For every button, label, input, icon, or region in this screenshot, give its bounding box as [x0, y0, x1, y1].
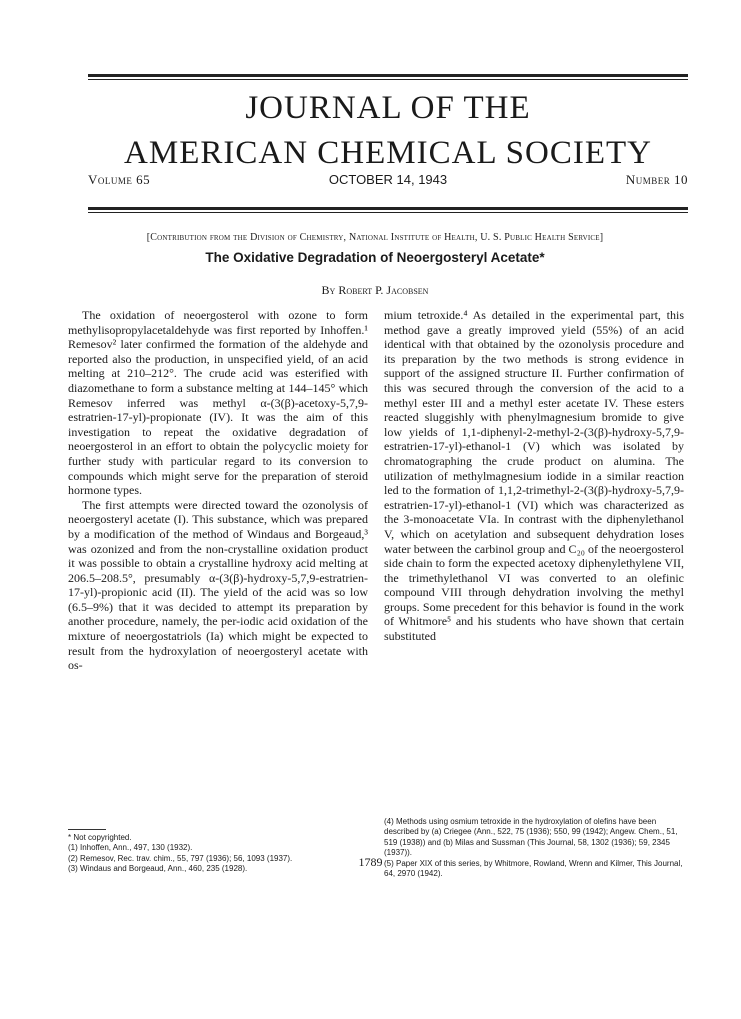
page-number: 1789 [358, 855, 383, 869]
number-label: Number 10 [625, 172, 688, 187]
journal-title-line2: AMERICAN CHEMICAL SOCIETY [124, 135, 652, 171]
paragraph: The first attempts were directed toward the ozonolysis of neoergosteryl acetate (I). This substance, which was prepared by a modification of the method of Windaus and Borgeaud,³ was ozonized and from the non-crystalline oxidation product it was possible to obtain a crystalline hydroxy acid melting at 206.5–208.5°, presumably α-(3(β)-hydroxy-5,7,9-estratrien-17-yl)-propionic acid (II). The yield of the acid was so low (6.5–9%) that it was decided to attempt its preparation by another procedure, namely, the per-iodic acid oxidation of the mixture of neoergostatriols (Ia) which might be expected to result from the hydroxylation of neoergosteryl acetate with os- [68, 497, 368, 673]
body-column-right [384, 308, 684, 644]
issue-date: OCTOBER 14, 1943 [328, 172, 448, 187]
issue-line [88, 172, 688, 192]
top-rule-thin [88, 79, 688, 80]
footnote: (4) Methods using osmium tetroxide in the hydroxylation of olefins have been described by (a) Criegee (Ann., 522, 75 (1936); 550, 99 (1942); Angew. Chem., 51, 519 (1938)) and (b) Milas and Sussman (This Journal, 58, 1302 (1936); 59, 2345 (1937)). [384, 817, 678, 858]
contribution-note: [Contribution from the Division of Chemistry, National Institute of Health, U. S. Public Health Service] [146, 232, 604, 243]
journal-title-line1: JOURNAL OF THE [245, 90, 531, 126]
footnote: * Not copyrighted. [68, 833, 132, 842]
footnote: (2) Remesov, Rec. trav. chim., 55, 797 (1936); 56, 1093 (1937). [68, 853, 293, 863]
header-rule-thin [88, 212, 688, 213]
footnote-rule [68, 829, 106, 830]
footnote: (3) Windaus and Borgeaud, Ann., 460, 235 (1928). [68, 864, 248, 874]
paragraph: The oxidation of neoergosterol with ozone to form methylisopropylacetaldehyde was first reported by Inhoffen.¹ Remesov² later confirmed the formation of the aldehyde and reported also the production, in unspecified yield, of an acid melting at 210–212°. The crude acid was esterified with diazomethane to form a substance melting at 144–145° which Remesov inferred was methyl α-(3(β)-acetoxy-5,7,9-estratrien-17-yl)-propionate (IV). It was the aim of this investigation to repeat the oxidative degradation of neoergosterol in an effort to obtain the polycyclic moiety for further study with particular regard to its conversion to compounds which might serve for the preparation of steroid hormone types. [68, 308, 368, 498]
author-line: By Robert P. Jacobsen [321, 283, 429, 297]
footnotes-right [384, 817, 684, 879]
volume-label: Volume 65 [88, 172, 151, 187]
paragraph: mium tetroxide.⁴ As detailed in the experimental part, this method gave a greatly improved yield (55%) of an acid identical with that obtained by the ozonolysis procedure and its preparation by the two methods is strong evidence in support of the assigned structure II. Further confirmation of this was secured through the conversion of the acid to a methyl ester III and a methyl ester acetate IV. These esters reacted sluggishly with phenylmagnesium bromide to give low yields of 1,1-diphenyl-2-methyl-2-(3(β)-hydroxy-5,7,9-estratrien-17-yl)-ethanol-1 (V) which was isolated by chromatographing the crude product on alumina. The utilization of methylmagnesium iodide in a similar reaction led to the formation of 1,1,2-trimethyl-2-(3(β)-hydroxy-5,7,9-estratrien-17-yl)-ethanol-1 (VI) which was characterized as the 3-monoacetate VIa. In contrast with the diphenylethanol V, which on acetylation and subsequent dehydration loses water between the carbinol group and C₂₀ of the neoergosterol side chain to form the expected acetoxy diphenylethylene VII, the trimethylethanol VI was converted to an olefinic compound VIII through dehydration involving the methyl groups. Some precedent for this behavior is found in the work of Whitmore⁵ and his students who have shown that certain substituted [384, 308, 684, 644]
body-column-left [68, 308, 368, 673]
footnote: (5) Paper XIX of this series, by Whitmore, Rowland, Wrenn and Kilmer, This Journal, 64, 2970 (1942). [384, 858, 683, 879]
footnote: (1) Inhoffen, Ann., 497, 130 (1932). [68, 843, 193, 853]
top-rule-thick [88, 74, 688, 77]
article-title: The Oxidative Degradation of Neoergosteryl Acetate* [205, 250, 545, 265]
header-rule-thick [88, 207, 688, 210]
